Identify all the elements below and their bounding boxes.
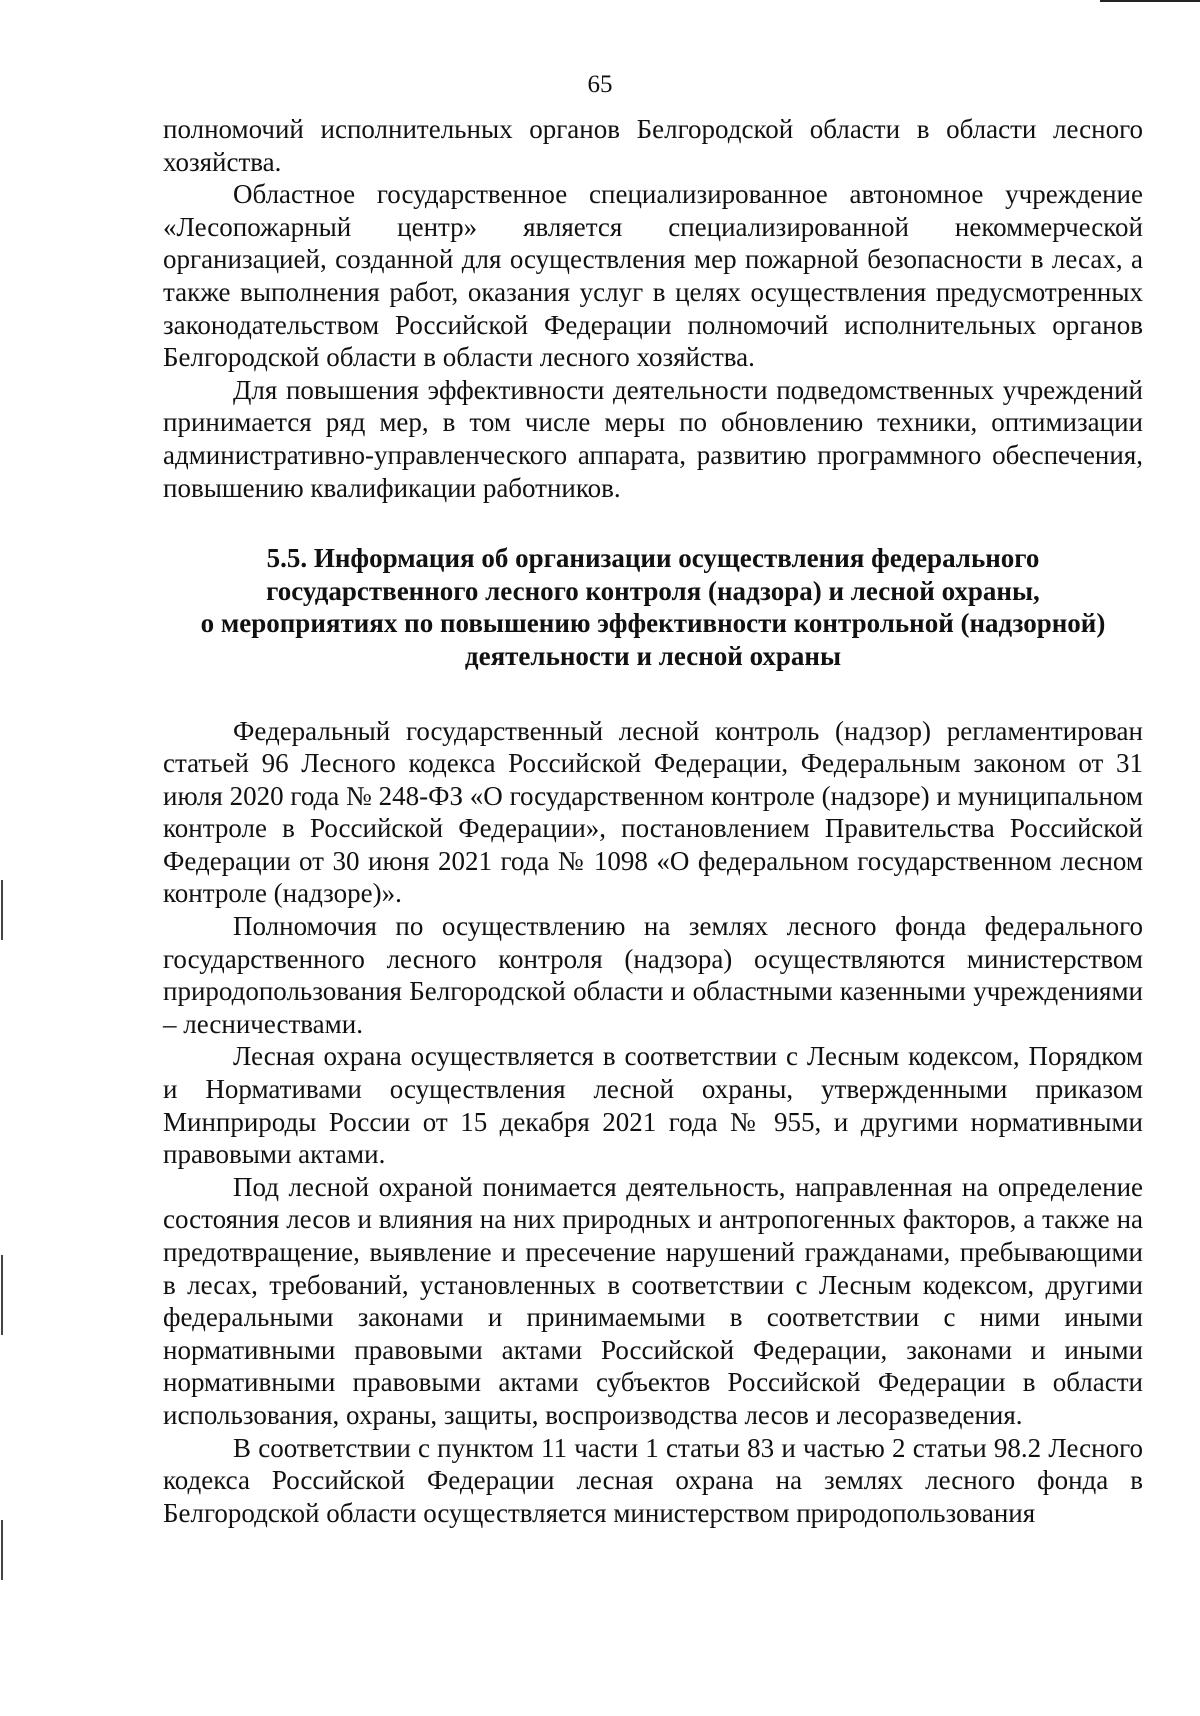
paragraph: Для повышения эффективности деятельности подведомственных учреждений принимается ряд мер, в том числе меры по обновлению техники, оптимизации административно-управленческого аппарата, развитию программного обеспечения, повышению квалификации работников.	[163, 374, 1143, 503]
section-heading	[163, 542, 1143, 672]
paragraph: Под лесной охраной понимается деятельность, направленная на определение состояния лесов и влияния на них природных и антропогенных факторов, а также на предотвращение, выявление и пресечение нарушений гражданами, пребывающими в лесах, требований, установленных в соответствии с Лесным кодексом, другими федеральными законами и принимаемыми в соответствии с ними иными нормативными правовыми актами Российской Федерации, законами и иными нормативными правовыми актами субъектов Российской Федерации в области использования, охраны, защиты, воспроизводства лесов и лесоразведения.	[163, 1171, 1143, 1430]
scan-edge-line	[1100, 0, 1200, 2]
paragraph: Федеральный государственный лесной контроль (надзор) регламентирован статьей 96 Лесного кодекса Российской Федерации, Федеральным законом от 31 июля 2020 года № 248-ФЗ «О государственном контроле (надзоре) и муниципальном контроле в Российской Федерации», постановлением Правительства Российской Федерации от 30 июня 2021 года № 1098 «О федеральном государственном лесном контроле (надзоре)».	[163, 715, 1143, 909]
page-number: 65	[587, 71, 613, 98]
section-heading-line: государственного лесного контроля (надзора) и лесной охраны,	[266, 575, 1040, 606]
scan-edge-line	[1, 1520, 3, 1580]
paragraph: полномочий исполнительных органов Белгородской области в области лесного хозяйства.	[163, 114, 1143, 177]
section-heading-line: о мероприятиях по повышению эффективности контрольной (надзорной)	[200, 608, 1106, 639]
paragraph: В соответствии с пунктом 11 части 1 статьи 83 и частью 2 статьи 98.2 Лесного кодекса Российской Федерации лесная охрана на землях лесного фонда в Белгородской области осуществляется министерством природопользования	[163, 1432, 1143, 1528]
section-heading-line: 5.5. Информация об организации осуществления федерального	[266, 543, 1040, 574]
paragraph: Областное государственное специализированное автономное учреждение «Лесопожарный центр» является специализированной некоммерческой организацией, созданной для осуществления мер пожарной безопасности в лесах, а также выполнения работ, оказания услуг в целях осуществления предусмотренных законодательством Российской Федерации полномочий исполнительных органов Белгородской области в области лесного хозяйства.	[163, 179, 1143, 373]
scan-edge-line	[1, 880, 3, 940]
scan-edge-line	[1, 1255, 3, 1335]
section-heading-line: деятельности и лесной охраны	[464, 640, 842, 671]
paragraph: Полномочия по осуществлению на землях лесного фонда федерального государственного лесного контроля (надзора) осуществляются министерством природопользования Белгородской области и областными казенными учреждениями – лесничествами.	[163, 911, 1143, 1039]
paragraph: Лесная охрана осуществляется в соответствии с Лесным кодексом, Порядком и Нормативами осуществления лесной охраны, утвержденными приказом Минприроды России от 15 декабря 2021 года № 955, и другими нормативными правовыми актами.	[163, 1041, 1143, 1170]
document-body	[163, 113, 1143, 1529]
